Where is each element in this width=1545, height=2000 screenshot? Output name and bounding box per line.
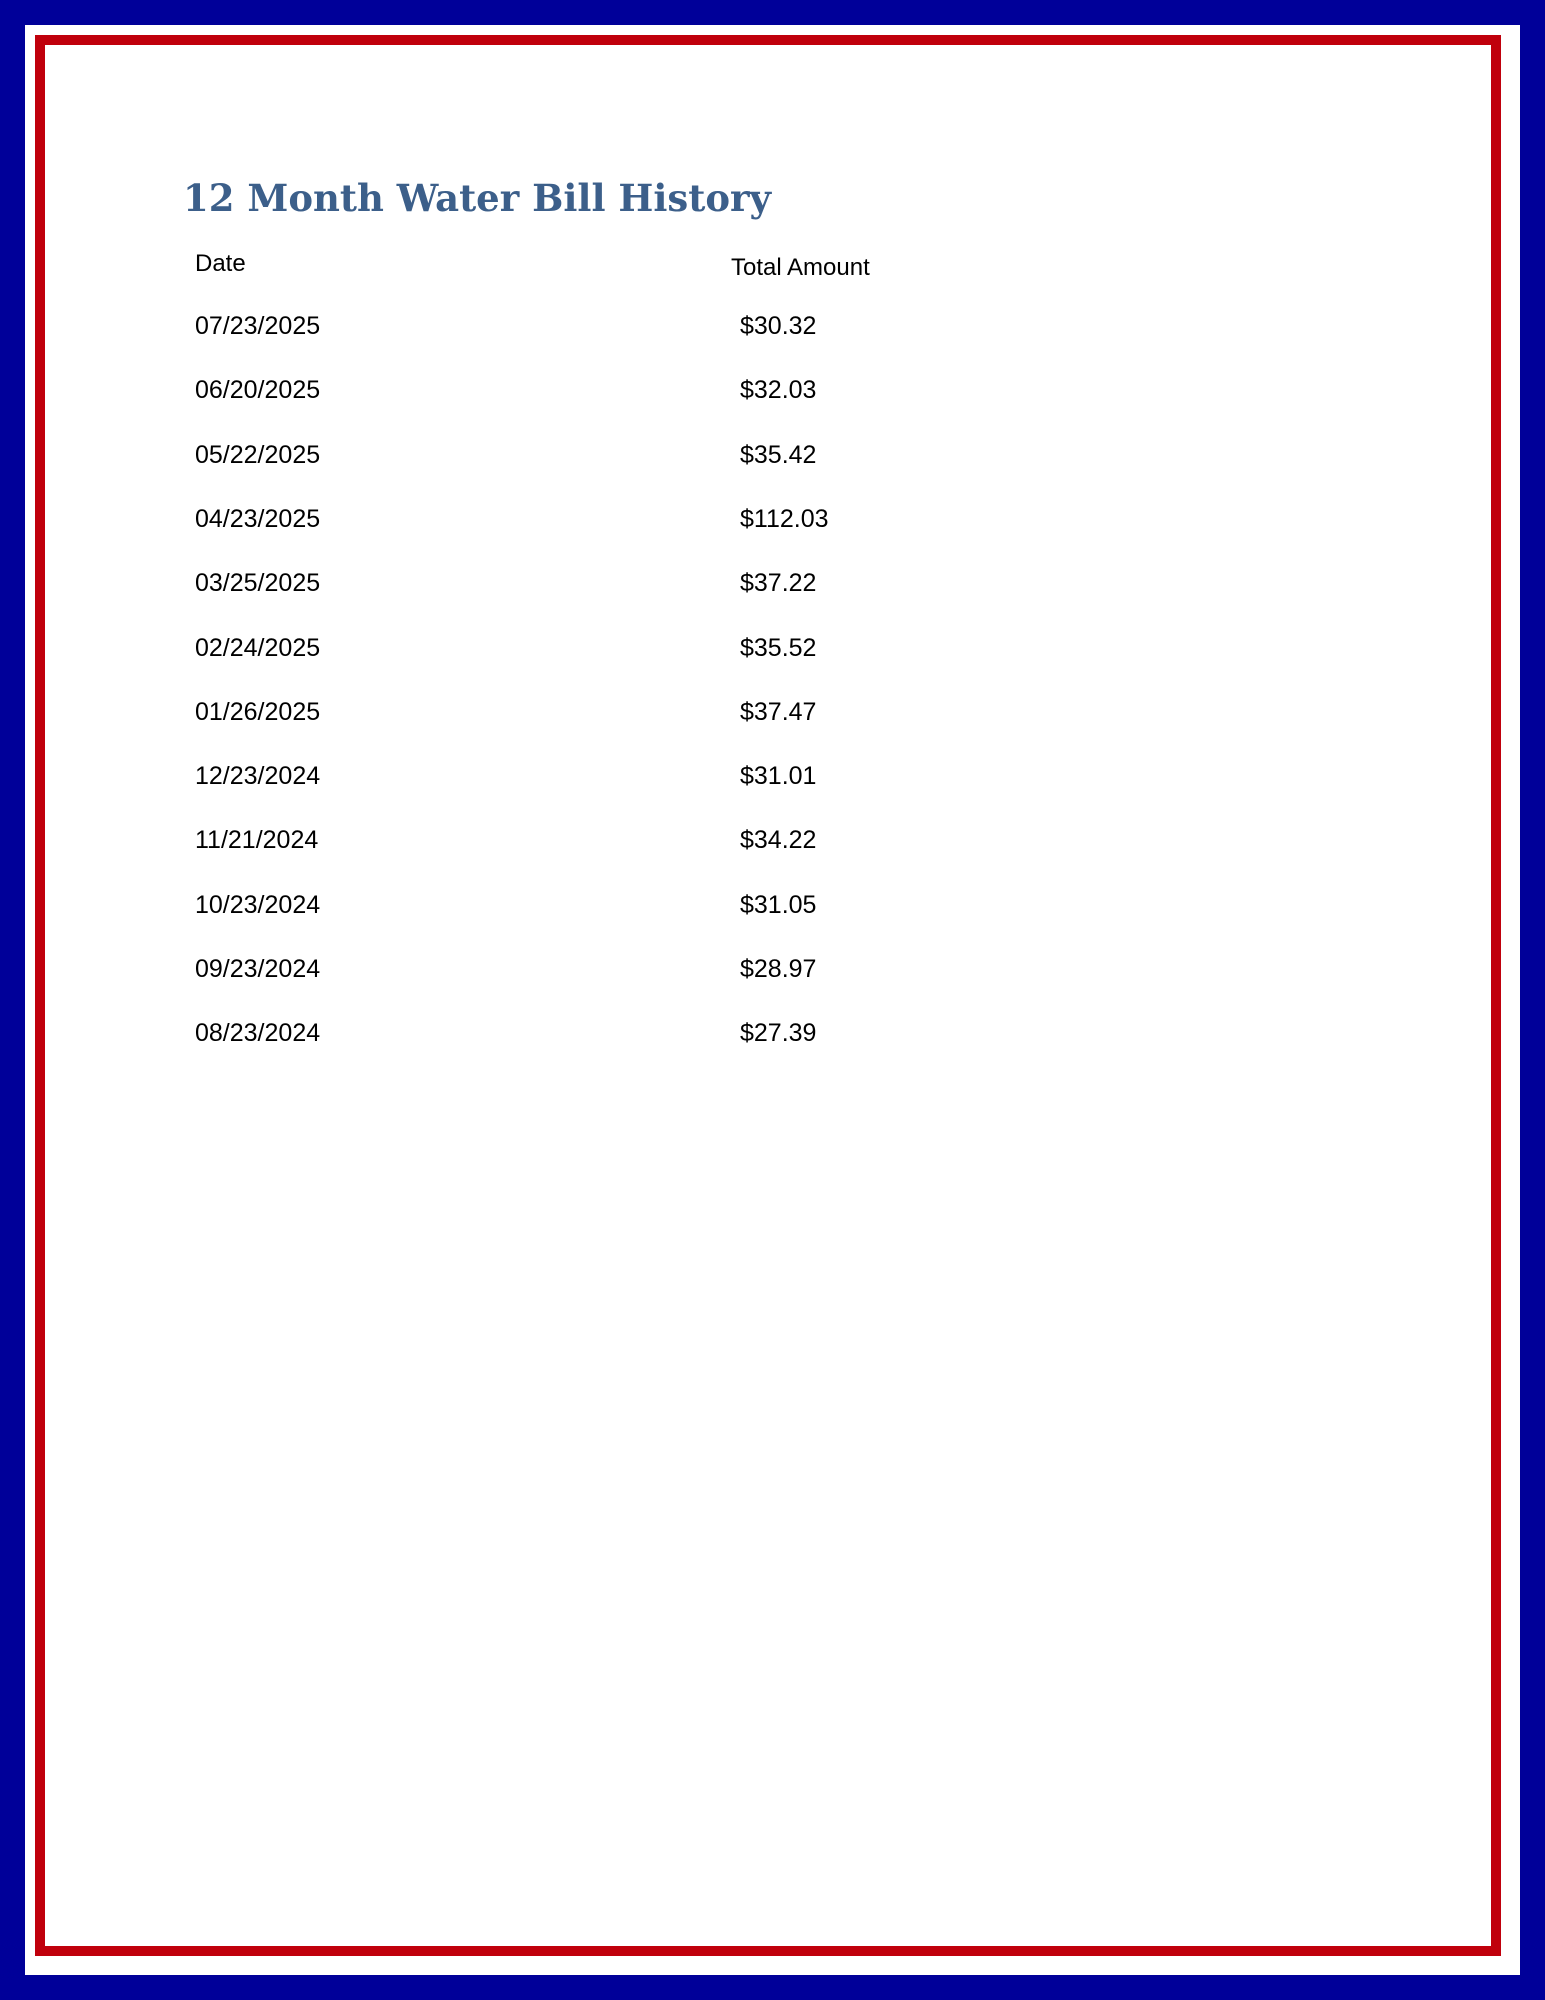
bill-date: 08/23/2024 — [195, 1019, 321, 1047]
bill-total-amount: $37.47 — [740, 698, 817, 726]
bill-total-amount: $35.42 — [740, 441, 817, 469]
bill-total-amount: $30.32 — [740, 312, 817, 340]
bill-date: 01/26/2025 — [195, 698, 321, 726]
bill-date: 04/23/2025 — [195, 505, 321, 533]
bill-date: 02/24/2025 — [195, 634, 321, 662]
bill-date: 10/23/2024 — [195, 891, 321, 919]
bill-date: 12/23/2024 — [195, 762, 321, 790]
document-title: 12 Month Water Bill History — [183, 176, 772, 220]
bill-total-amount: $31.05 — [740, 891, 817, 919]
bill-total-amount: $37.22 — [740, 569, 817, 597]
bill-date: 06/20/2025 — [195, 376, 321, 404]
bill-total-amount: $34.22 — [740, 826, 817, 854]
bill-date: 03/25/2025 — [195, 569, 321, 597]
bill-total-amount: $31.01 — [740, 762, 817, 790]
bill-date: 05/22/2025 — [195, 441, 321, 469]
bill-total-amount: $32.03 — [740, 376, 817, 404]
bill-total-amount: $35.52 — [740, 634, 817, 662]
bill-total-amount: $28.97 — [740, 955, 817, 983]
bill-date: 09/23/2024 — [195, 955, 321, 983]
column-header-date: Date — [195, 250, 246, 277]
bill-date: 11/21/2024 — [195, 826, 319, 854]
bill-date: 07/23/2025 — [195, 312, 321, 340]
column-header-total-amount: Total Amount — [731, 254, 870, 281]
bill-total-amount: $112.03 — [740, 505, 829, 533]
bill-total-amount: $27.39 — [740, 1019, 817, 1047]
